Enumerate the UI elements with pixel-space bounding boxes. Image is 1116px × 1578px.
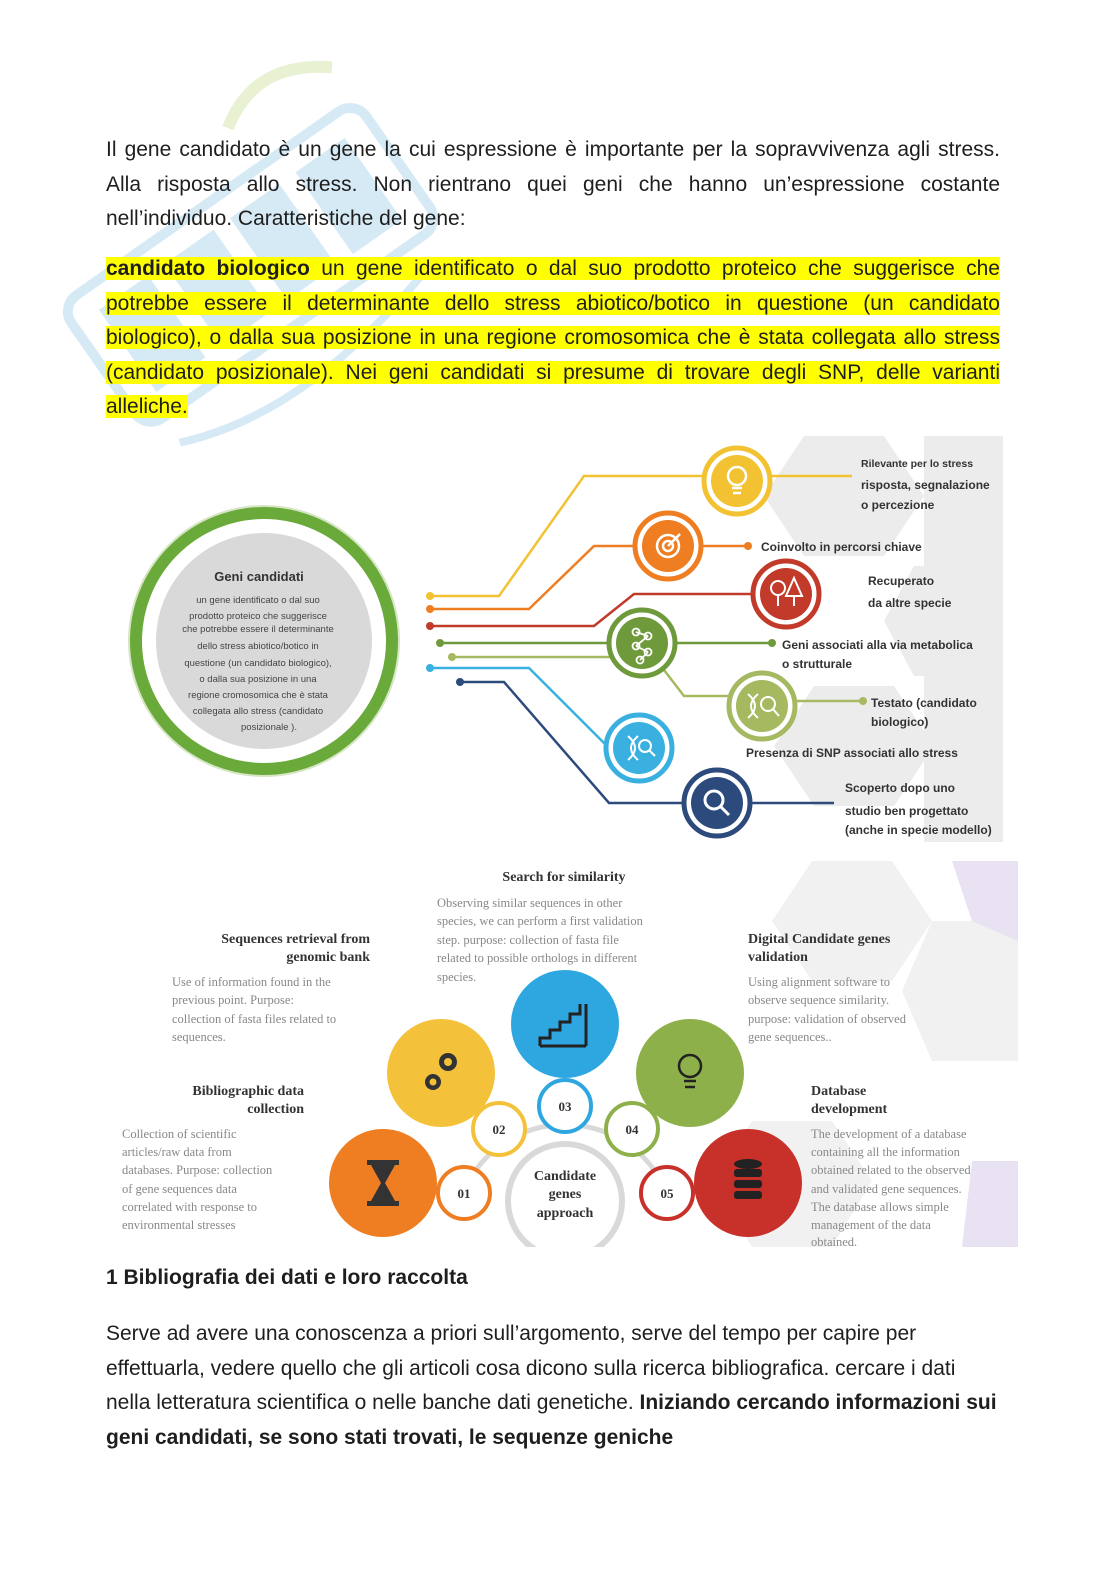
center-hub [508,1144,622,1247]
step-05-desc-7: obtained. [811,1235,858,1247]
item-1-line-2: risposta, segnalazione [861,478,990,492]
line-6 [430,668,609,743]
center-line-6: o dalla sua posizione in una [199,674,317,685]
step-01-number: 01 [457,1186,471,1201]
step-01-desc-2: articles/raw data from [122,1145,232,1159]
step-01-desc-5: correlated with response to [122,1200,258,1214]
step-04-title-1: Digital Candidate genes [748,932,891,947]
step-03-title-1: Search for similarity [502,870,626,885]
center-circle [129,506,399,776]
definition-term: candidato biologico [106,257,310,280]
step-03-number: 03 [558,1099,572,1114]
center-line-3: che potrebbe essere il determinante [182,624,334,635]
item-1-line-3: o percezione [861,498,935,512]
item-7-line-2: studio ben progettato [845,804,969,818]
step-01-desc-3: databases. Purpose: collection [122,1163,273,1177]
candidate-genes-approach-diagram [112,861,1018,1247]
item-5-line-2: biologico) [871,715,929,729]
section-text: Serve ad avere una conoscenza a priori sull’argomento, serve del tempo per capire per effettuarla, vedere quello che gli articoli cosa dicono sulla ricerca bibliografica. cercare i dati nella letteratura scientifica o nelle banche dati genetiche. [106,1322,956,1414]
center-line-1: un gene identificato o dal suo [196,595,320,606]
step-04-desc-4: gene sequences.. [748,1030,832,1044]
step-05-desc-3: obtained related to the observed [811,1163,971,1177]
intro-paragraph: Il gene candidato è un gene la cui espressione è importante per la sopravvivenza agli stress. Alla risposta allo stress. Non rientrano quei geni che hanno un’espressione costante nell’individuo. Caratteristiche del gene: [106,138,1000,230]
step-05-title-1: Database [811,1084,867,1099]
step-03-desc-5: species. [437,970,477,984]
step-05-desc-5: The database allows simple [811,1200,949,1214]
step-04-title-2: validation [748,950,808,965]
connector-lines [426,476,754,803]
step-01-desc-1: Collection of scientific [122,1127,237,1141]
center-line-4: dello stress abiotico/botico in [197,641,319,652]
step-03-desc-2: species, we can perform a first validation [437,914,643,928]
step-01-desc-4: of gene sequences data [122,1182,237,1196]
section-bold-text: Iniziando cercando informazioni sui geni candidati, se sono stati trovati, le sequenze geniche [106,1391,997,1449]
definition-paragraph [106,252,1000,425]
step-01-title-2: collection [247,1102,304,1117]
center-line-5: questione (un candidato biologico), [184,658,332,669]
item-7-line-3: (anche in specie modello) [845,823,992,837]
center-line-1: Candidate [533,1169,597,1184]
item-3-line-2: da altre specie [868,596,952,610]
step-01-title-1: Bibliographic data [192,1084,304,1099]
step-05-desc-6: management of the data [811,1218,931,1232]
step-04-desc-3: purpose: validation of observed [748,1012,906,1026]
step-02-desc-3: collection of fasta files related to [172,1012,337,1026]
step-02-title-2: genomic bank [286,950,370,965]
item-6-line-1: Presenza di SNP associati allo stress [746,746,958,760]
item-7-line-1: Scoperto dopo uno [845,781,955,795]
step-02 [172,932,525,1155]
line-5 [452,657,729,696]
candidate-genes-infographic [124,436,1003,842]
step-03-desc-4: related to possible orthologs in different [437,951,638,965]
item-1-line-1: Rilevante per lo stress [861,458,974,470]
step-02-desc-2: previous point. Purpose: [172,993,294,1007]
center-line-7: regione cromosomica che è stata [188,690,328,701]
section-paragraph [106,1317,1000,1455]
step-05-desc-4: and validated gene sequences. [811,1182,962,1196]
step-04-desc-1: Using alignment software to [748,975,890,989]
center-line-2: genes [548,1187,582,1202]
step-05-desc-1: The development of a database [811,1127,967,1141]
step-05-number: 05 [660,1186,674,1201]
item-5-line-1: Testato (candidato [871,696,977,710]
step-03-desc-3: step. purpose: collection of fasta file [437,933,619,947]
item-4-line-1: Geni associati alla via metabolica [782,638,973,652]
item-4-line-2: o strutturale [782,657,853,671]
step-04-desc-2: observe sequence similarity. [748,993,890,1007]
center-line-3: approach [536,1206,594,1221]
item-3-line-1: Recuperato [868,574,935,588]
center-line-9: posizionale ). [241,722,297,733]
step-03-desc-1: Observing similar sequences in other [437,896,623,910]
step-02-desc-4: sequences. [172,1030,226,1044]
step-04-number: 04 [625,1122,639,1137]
center-line-2: prodotto proteico che suggerisce [189,611,327,622]
step-02-desc-1: Use of information found in the [172,975,331,989]
center-line-8: collegata allo stress (candidato [192,706,324,717]
step-01-desc-6: environmental stresses [122,1218,236,1232]
center-title: Geni candidati [214,569,304,584]
step-02-title-1: Sequences retrieval from [221,932,370,947]
section-heading: 1 Bibliografia dei dati e loro raccolta [106,1266,468,1289]
definition-text: un gene identificato o dal suo prodotto proteico che suggerisce che potrebbe essere il determinante dello stress abiotico/botico in questione (un candidato biologico), o dalla sua posizione in una regione cromosomica che è stata collegata allo stress (candidato posizionale). Nei geni candidati si presume di trovare degli SNP, delle varianti alleliche. [106,257,1000,418]
item-2-line-1: Coinvolto in percorsi chiave [761,540,922,554]
highlighted-text [106,257,1000,418]
line-2 [430,546,636,609]
step-05-title-2: development [811,1102,888,1117]
step-02-number: 02 [492,1122,506,1137]
step-05-desc-2: containing all the information [811,1145,960,1159]
